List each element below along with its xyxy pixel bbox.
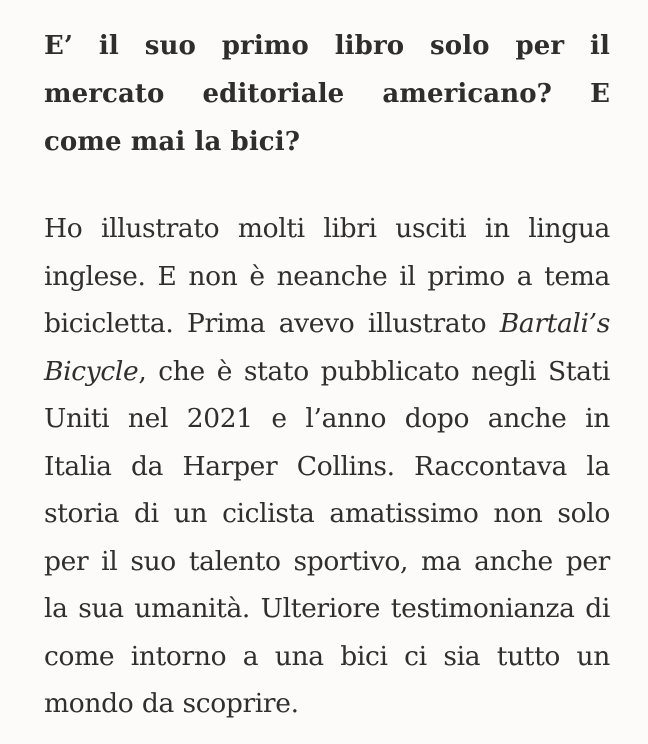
interview-excerpt	[44, 22, 610, 728]
interview-answer	[44, 205, 610, 728]
interview-question: E’ il suo primo libro solo per il mercato editoriale americano? E come mai la bici?	[44, 31, 610, 157]
book-title: Bartali’s Bicycle	[44, 308, 610, 387]
answer-text-before-title: Ho illustrato molti libri usciti in lingua inglese. E non è neanche il primo a tema bicicletta. Prima avevo illustrato	[44, 213, 610, 339]
answer-text-after-title: , che è stato pubblicato negli Stati Uniti nel 2021 e l’anno dopo anche in Italia da Harper Collins. Raccontava la storia di un ciclista amatissimo non solo per il suo talento sportivo, ma anche per la sua umanità. Ulteriore testimonianza di come intorno a una bici ci sia tutto un mondo da scoprire.	[44, 355, 610, 719]
